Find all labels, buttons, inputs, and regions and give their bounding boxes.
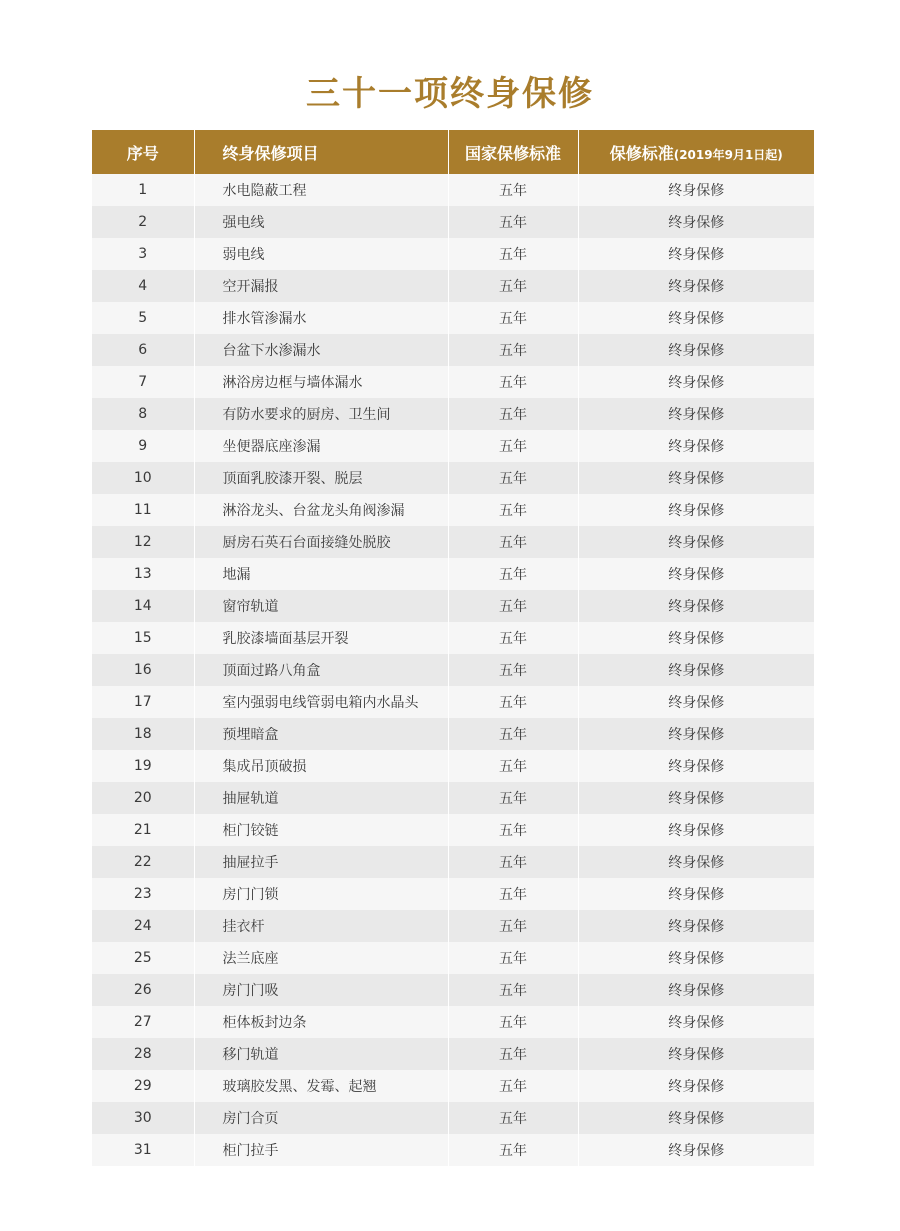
cell-national-standard: 五年 — [448, 1070, 578, 1102]
cell-national-standard: 五年 — [448, 398, 578, 430]
cell-warranty-standard: 终身保修 — [578, 1070, 814, 1102]
cell-warranty-item: 移门轨道 — [194, 1038, 448, 1070]
cell-serial-number: 20 — [92, 782, 194, 814]
table-body — [92, 174, 814, 1166]
table-row — [92, 1006, 814, 1038]
table-row — [92, 782, 814, 814]
cell-warranty-item: 室内强弱电线管弱电箱内水晶头 — [194, 686, 448, 718]
table-row — [92, 974, 814, 1006]
table-row — [92, 302, 814, 334]
cell-national-standard: 五年 — [448, 206, 578, 238]
cell-national-standard: 五年 — [448, 878, 578, 910]
cell-national-standard: 五年 — [448, 622, 578, 654]
cell-warranty-item: 玻璃胶发黑、发霉、起翘 — [194, 1070, 448, 1102]
cell-serial-number: 21 — [92, 814, 194, 846]
cell-national-standard: 五年 — [448, 366, 578, 398]
cell-warranty-standard: 终身保修 — [578, 846, 814, 878]
cell-warranty-standard: 终身保修 — [578, 270, 814, 302]
cell-warranty-standard: 终身保修 — [578, 494, 814, 526]
cell-warranty-standard: 终身保修 — [578, 1038, 814, 1070]
cell-warranty-item: 预埋暗盒 — [194, 718, 448, 750]
cell-warranty-item: 房门门吸 — [194, 974, 448, 1006]
cell-warranty-item: 有防水要求的厨房、卫生间 — [194, 398, 448, 430]
cell-warranty-standard: 终身保修 — [578, 206, 814, 238]
cell-serial-number: 3 — [92, 238, 194, 270]
cell-national-standard: 五年 — [448, 430, 578, 462]
cell-national-standard: 五年 — [448, 302, 578, 334]
cell-national-standard: 五年 — [448, 910, 578, 942]
table-row — [92, 366, 814, 398]
cell-warranty-standard: 终身保修 — [578, 398, 814, 430]
cell-warranty-item: 抽屉轨道 — [194, 782, 448, 814]
cell-warranty-item: 房门合页 — [194, 1102, 448, 1134]
table-row — [92, 526, 814, 558]
table-row — [92, 398, 814, 430]
cell-warranty-standard: 终身保修 — [578, 1006, 814, 1038]
cell-national-standard: 五年 — [448, 654, 578, 686]
cell-national-standard: 五年 — [448, 462, 578, 494]
cell-serial-number: 7 — [92, 366, 194, 398]
table-row — [92, 334, 814, 366]
cell-warranty-standard: 终身保修 — [578, 238, 814, 270]
cell-warranty-standard: 终身保修 — [578, 174, 814, 206]
table-row — [92, 558, 814, 590]
cell-warranty-standard: 终身保修 — [578, 1134, 814, 1166]
cell-warranty-item: 房门门锁 — [194, 878, 448, 910]
cell-warranty-standard: 终身保修 — [578, 334, 814, 366]
cell-warranty-item: 厨房石英石台面接缝处脱胶 — [194, 526, 448, 558]
cell-national-standard: 五年 — [448, 846, 578, 878]
cell-serial-number: 29 — [92, 1070, 194, 1102]
table-row — [92, 846, 814, 878]
table-row — [92, 1038, 814, 1070]
cell-warranty-standard: 终身保修 — [578, 366, 814, 398]
cell-serial-number: 13 — [92, 558, 194, 590]
cell-warranty-item: 坐便器底座渗漏 — [194, 430, 448, 462]
header-serial-number: 序号 — [92, 130, 194, 174]
cell-serial-number: 5 — [92, 302, 194, 334]
cell-serial-number: 31 — [92, 1134, 194, 1166]
cell-serial-number: 17 — [92, 686, 194, 718]
cell-warranty-item: 顶面乳胶漆开裂、脱层 — [194, 462, 448, 494]
table-row — [92, 622, 814, 654]
table-row — [92, 878, 814, 910]
cell-serial-number: 24 — [92, 910, 194, 942]
cell-warranty-item: 集成吊顶破损 — [194, 750, 448, 782]
table-row — [92, 590, 814, 622]
cell-warranty-item: 弱电线 — [194, 238, 448, 270]
table-row — [92, 814, 814, 846]
table-row — [92, 686, 814, 718]
cell-serial-number: 23 — [92, 878, 194, 910]
cell-national-standard: 五年 — [448, 174, 578, 206]
cell-warranty-item: 法兰底座 — [194, 942, 448, 974]
cell-warranty-standard: 终身保修 — [578, 942, 814, 974]
table-row — [92, 238, 814, 270]
table-header-row — [92, 130, 814, 174]
header-warranty-standard-label: 保修标准 — [609, 143, 674, 163]
cell-national-standard: 五年 — [448, 942, 578, 974]
cell-serial-number: 16 — [92, 654, 194, 686]
cell-warranty-standard: 终身保修 — [578, 686, 814, 718]
header-warranty-item: 终身保修项目 — [194, 130, 448, 174]
cell-warranty-standard: 终身保修 — [578, 750, 814, 782]
cell-warranty-item: 空开漏报 — [194, 270, 448, 302]
cell-warranty-standard: 终身保修 — [578, 974, 814, 1006]
cell-warranty-standard: 终身保修 — [578, 430, 814, 462]
cell-warranty-standard: 终身保修 — [578, 622, 814, 654]
cell-serial-number: 15 — [92, 622, 194, 654]
cell-serial-number: 14 — [92, 590, 194, 622]
cell-national-standard: 五年 — [448, 974, 578, 1006]
cell-serial-number: 11 — [92, 494, 194, 526]
cell-warranty-item: 抽屉拉手 — [194, 846, 448, 878]
cell-serial-number: 18 — [92, 718, 194, 750]
cell-serial-number: 6 — [92, 334, 194, 366]
cell-warranty-item: 淋浴房边框与墙体漏水 — [194, 366, 448, 398]
cell-national-standard: 五年 — [448, 238, 578, 270]
cell-national-standard: 五年 — [448, 718, 578, 750]
cell-serial-number: 2 — [92, 206, 194, 238]
cell-warranty-standard: 终身保修 — [578, 1102, 814, 1134]
cell-serial-number: 22 — [92, 846, 194, 878]
cell-serial-number: 4 — [92, 270, 194, 302]
table-row — [92, 1070, 814, 1102]
cell-warranty-standard: 终身保修 — [578, 462, 814, 494]
warranty-table — [92, 130, 814, 1166]
cell-warranty-item: 水电隐蔽工程 — [194, 174, 448, 206]
cell-serial-number: 25 — [92, 942, 194, 974]
page-title: 三十一项终身保修 — [306, 74, 594, 114]
cell-national-standard: 五年 — [448, 782, 578, 814]
header-national-standard: 国家保修标准 — [448, 130, 578, 174]
cell-national-standard: 五年 — [448, 1134, 578, 1166]
table-row — [92, 910, 814, 942]
cell-serial-number: 27 — [92, 1006, 194, 1038]
cell-warranty-standard: 终身保修 — [578, 590, 814, 622]
cell-national-standard: 五年 — [448, 334, 578, 366]
cell-serial-number: 28 — [92, 1038, 194, 1070]
cell-national-standard: 五年 — [448, 494, 578, 526]
cell-serial-number: 10 — [92, 462, 194, 494]
cell-warranty-standard: 终身保修 — [578, 878, 814, 910]
cell-serial-number: 1 — [92, 174, 194, 206]
cell-serial-number: 19 — [92, 750, 194, 782]
cell-warranty-item: 乳胶漆墙面基层开裂 — [194, 622, 448, 654]
table-row — [92, 718, 814, 750]
cell-warranty-standard: 终身保修 — [578, 782, 814, 814]
cell-national-standard: 五年 — [448, 814, 578, 846]
cell-serial-number: 12 — [92, 526, 194, 558]
table-row — [92, 174, 814, 206]
table-row — [92, 206, 814, 238]
cell-national-standard: 五年 — [448, 526, 578, 558]
cell-national-standard: 五年 — [448, 1102, 578, 1134]
cell-serial-number: 26 — [92, 974, 194, 1006]
cell-national-standard: 五年 — [448, 686, 578, 718]
cell-serial-number: 30 — [92, 1102, 194, 1134]
cell-national-standard: 五年 — [448, 1038, 578, 1070]
cell-warranty-standard: 终身保修 — [578, 558, 814, 590]
table-row — [92, 270, 814, 302]
cell-warranty-standard: 终身保修 — [578, 910, 814, 942]
cell-national-standard: 五年 — [448, 590, 578, 622]
cell-warranty-item: 台盆下水渗漏水 — [194, 334, 448, 366]
table-row — [92, 750, 814, 782]
cell-warranty-standard: 终身保修 — [578, 302, 814, 334]
cell-warranty-standard: 终身保修 — [578, 526, 814, 558]
cell-warranty-item: 挂衣杆 — [194, 910, 448, 942]
table-row — [92, 494, 814, 526]
cell-warranty-standard: 终身保修 — [578, 718, 814, 750]
header-warranty-standard — [578, 130, 814, 174]
cell-serial-number: 8 — [92, 398, 194, 430]
cell-warranty-item: 顶面过路八角盒 — [194, 654, 448, 686]
cell-warranty-item: 强电线 — [194, 206, 448, 238]
table-row — [92, 654, 814, 686]
cell-warranty-item: 柜门铰链 — [194, 814, 448, 846]
cell-serial-number: 9 — [92, 430, 194, 462]
table-row — [92, 462, 814, 494]
table-row — [92, 942, 814, 974]
header-warranty-standard-note: (2019年9月1日起) — [673, 147, 783, 162]
cell-national-standard: 五年 — [448, 558, 578, 590]
cell-warranty-item: 淋浴龙头、台盆龙头角阀渗漏 — [194, 494, 448, 526]
cell-warranty-item: 窗帘轨道 — [194, 590, 448, 622]
cell-national-standard: 五年 — [448, 270, 578, 302]
table-row — [92, 1134, 814, 1166]
cell-warranty-standard: 终身保修 — [578, 654, 814, 686]
cell-national-standard: 五年 — [448, 1006, 578, 1038]
table-row — [92, 1102, 814, 1134]
cell-national-standard: 五年 — [448, 750, 578, 782]
cell-warranty-standard: 终身保修 — [578, 814, 814, 846]
cell-warranty-item: 柜体板封边条 — [194, 1006, 448, 1038]
table-row — [92, 430, 814, 462]
cell-warranty-item: 柜门拉手 — [194, 1134, 448, 1166]
cell-warranty-item: 排水管渗漏水 — [194, 302, 448, 334]
cell-warranty-item: 地漏 — [194, 558, 448, 590]
